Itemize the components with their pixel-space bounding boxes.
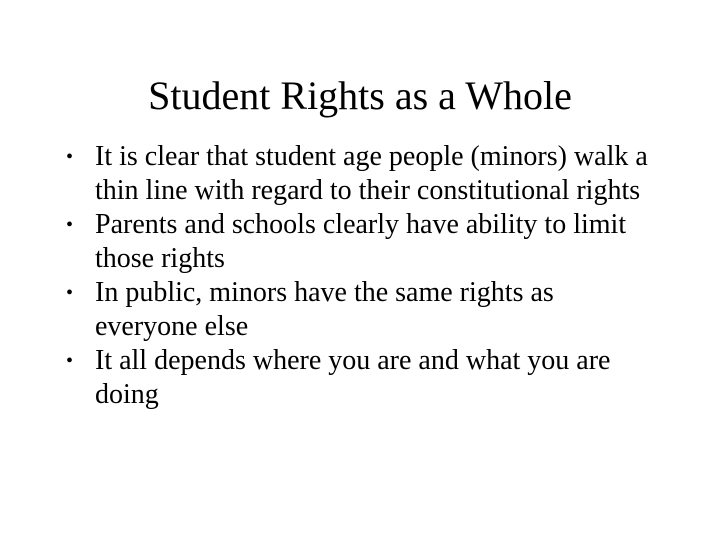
bullet-text: It all depends where you are and what you are doing [95,345,611,410]
bullet-icon: • [66,146,74,168]
bullet-text: Parents and schools clearly have ability to limit those rights [95,209,627,274]
bullet-icon: • [66,214,74,236]
bullet-icon: • [66,350,74,372]
bullet-item [60,140,660,208]
bullet-item [60,276,660,344]
bullet-text: In public, minors have the same rights as everyone else [95,277,554,342]
bullet-text: It is clear that student age people (minors) walk a thin line with regard to their constitutional rights [95,141,648,206]
bullet-icon: • [66,282,74,304]
bullet-item [60,208,660,276]
bullet-list [60,140,660,412]
bullet-item [60,344,660,412]
slide-title: Student Rights as a Whole [148,73,572,118]
